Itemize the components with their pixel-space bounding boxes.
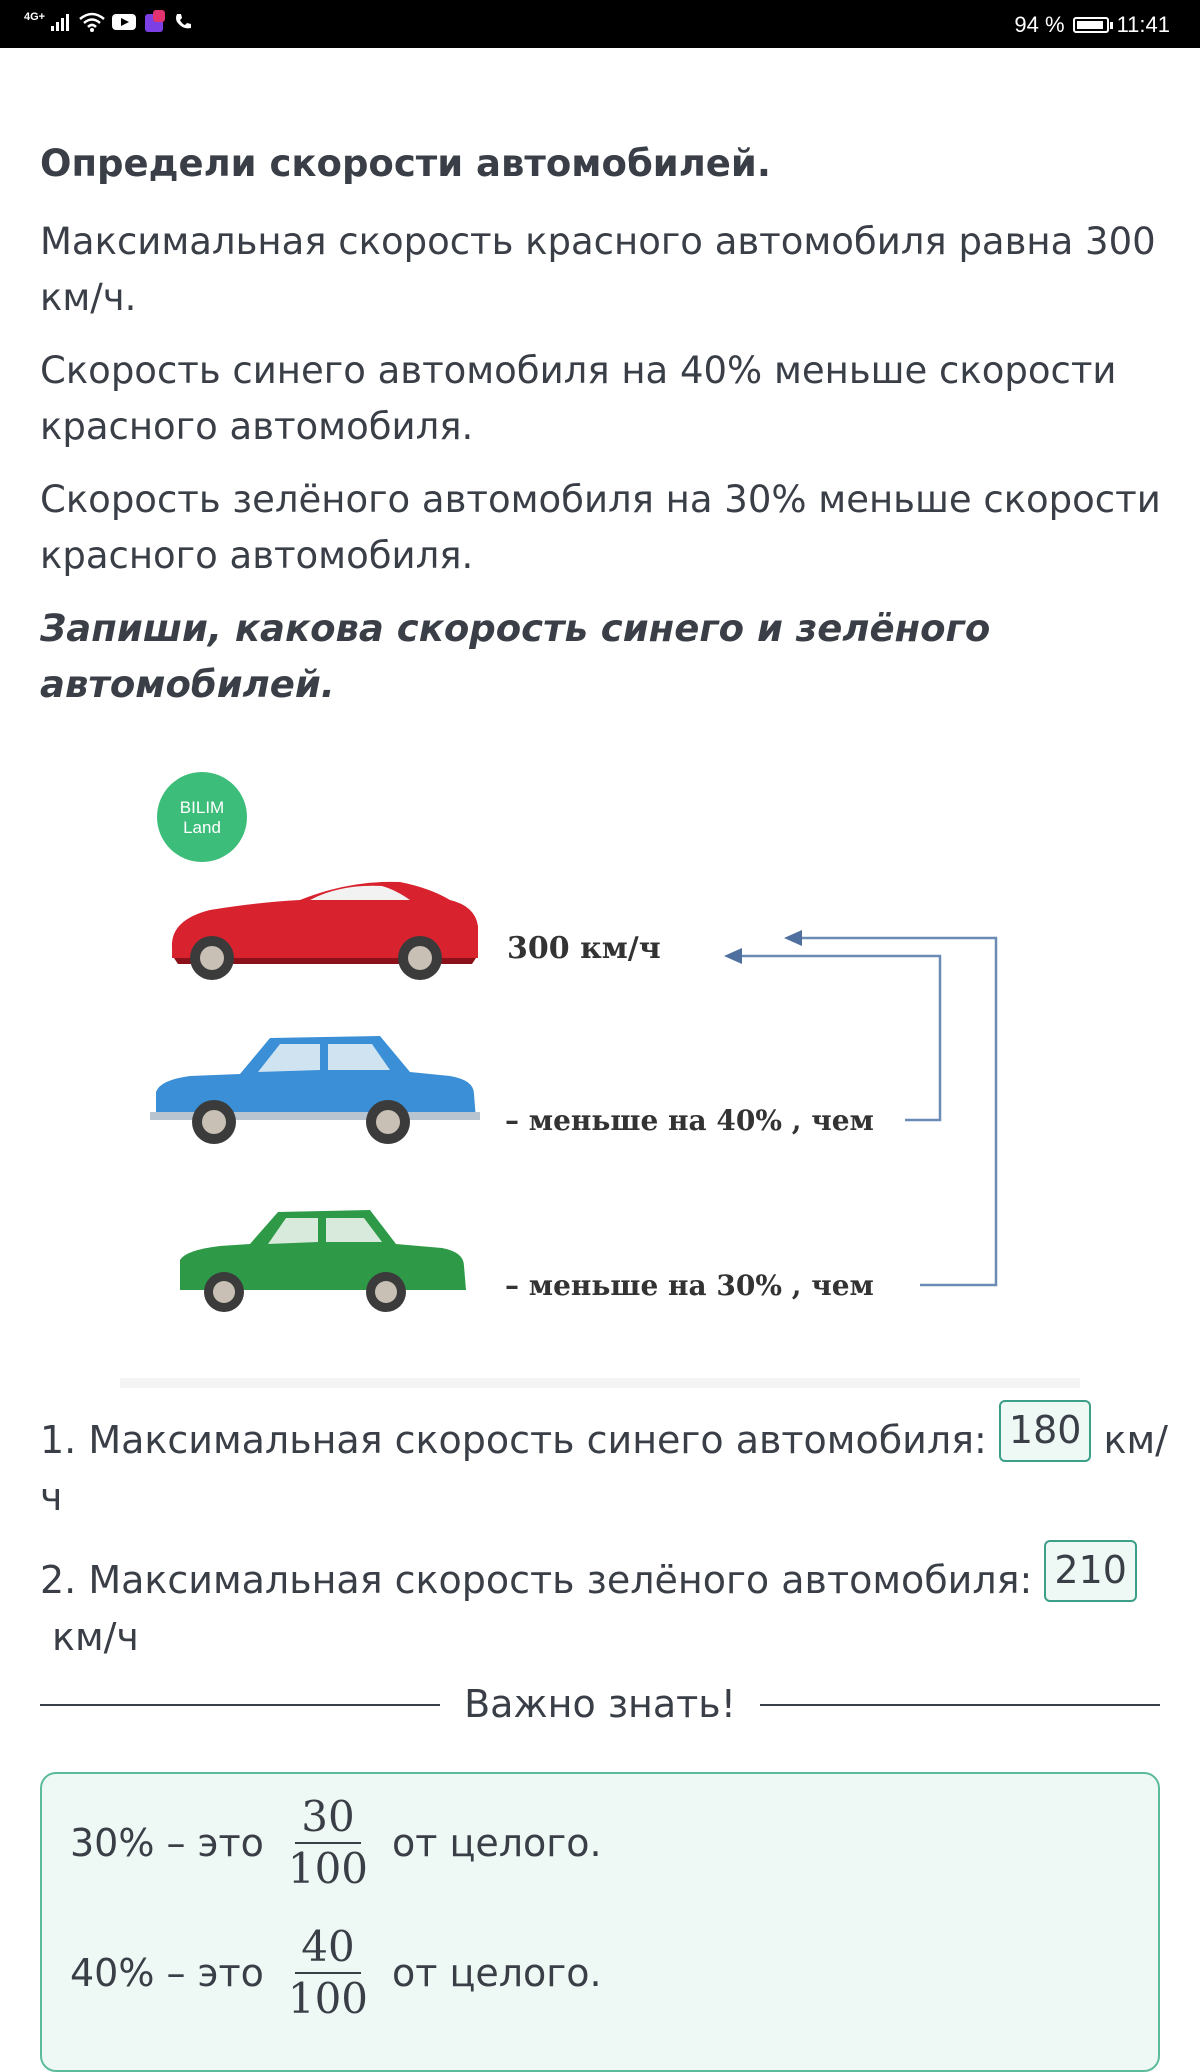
logo-text-line1: BILIM: [179, 798, 225, 817]
red-car-speed-label: 300 км/ч: [507, 931, 661, 966]
battery-icon: [1073, 17, 1109, 33]
status-icons-right: [1014, 12, 1170, 38]
fraction-denominator: 100: [287, 1974, 369, 2024]
illustration-bottom-divider: [120, 1378, 1080, 1388]
fraction-numerator: 40: [295, 1922, 360, 1974]
answer-green-unit: км/ч: [52, 1615, 139, 1659]
answer-line-blue: [40, 1400, 1170, 1526]
task-instruction: Запиши, какова скорость синего и зелёного автомобилей.: [40, 607, 991, 706]
bilimland-logo: [157, 772, 247, 862]
fraction-30-100: [282, 1792, 374, 1895]
info-box: [40, 1772, 1160, 2072]
arrow-head-green: [784, 930, 802, 946]
signal-icon: [51, 13, 73, 31]
status-bar: [0, 0, 1200, 48]
answer-green-input[interactable]: 210: [1044, 1540, 1137, 1602]
cars-illustration: [120, 760, 1080, 1380]
green-car-image: [180, 1210, 466, 1312]
important-divider: [40, 1682, 1160, 1732]
green-car-speed-label: – меньше на 30% , чем: [505, 1269, 874, 1302]
info-40-suffix: от целого.: [392, 1951, 602, 1996]
phone-icon: [173, 12, 193, 32]
answer-blue-input[interactable]: 180: [999, 1400, 1092, 1462]
important-heading: Важно знать!: [464, 1682, 736, 1726]
task-title: Определи скорости автомобилей.: [40, 142, 771, 185]
logo-text-line2: Land: [183, 818, 221, 837]
wifi-icon: [79, 12, 105, 32]
status-icons-left: [24, 10, 193, 34]
info-line-30: [70, 1792, 602, 1895]
blue-car-speed-label: – меньше на 40% , чем: [505, 1104, 874, 1137]
answer-blue-unit: км/ч: [40, 1418, 1168, 1519]
task-paragraph-red: Максимальная скорость красного автомобиля равна 300 км/ч.: [40, 220, 1156, 319]
battery-percent: 94 %: [1014, 12, 1065, 37]
network-type: 4G+: [24, 11, 46, 23]
info-line-40: [70, 1922, 602, 2025]
info-30-suffix: от целого.: [392, 1821, 602, 1866]
fraction-40-100: [282, 1922, 374, 2025]
task-paragraph-blue: Скорость синего автомобиля на 40% меньше скорости красного автомобиля.: [40, 349, 1117, 448]
answer-blue-prompt: 1. Максимальная скорость синего автомобиля:: [40, 1418, 987, 1462]
task-paragraph-green: Скорость зелёного автомобиля на 30% меньше скорости красного автомобиля.: [40, 478, 1161, 577]
fraction-numerator: 30: [295, 1792, 360, 1844]
app-notification-icon: [143, 10, 167, 34]
answers-section: [40, 1400, 1170, 1680]
divider-line-right: [760, 1704, 1160, 1706]
answer-green-prompt: 2. Максимальная скорость зелёного автомобиля:: [40, 1558, 1033, 1602]
info-40-percent: 40% – это: [70, 1951, 264, 1996]
task-content: [40, 140, 1170, 712]
fraction-denominator: 100: [287, 1844, 369, 1894]
arrow-head-blue: [724, 948, 742, 964]
youtube-icon: [111, 12, 137, 32]
answer-line-green: [40, 1540, 1170, 1666]
battery-level: [1077, 21, 1103, 29]
info-30-percent: 30% – это: [70, 1821, 264, 1866]
blue-car-image: [150, 1036, 480, 1144]
clock: 11:41: [1116, 12, 1170, 37]
red-car-image: [172, 882, 478, 980]
